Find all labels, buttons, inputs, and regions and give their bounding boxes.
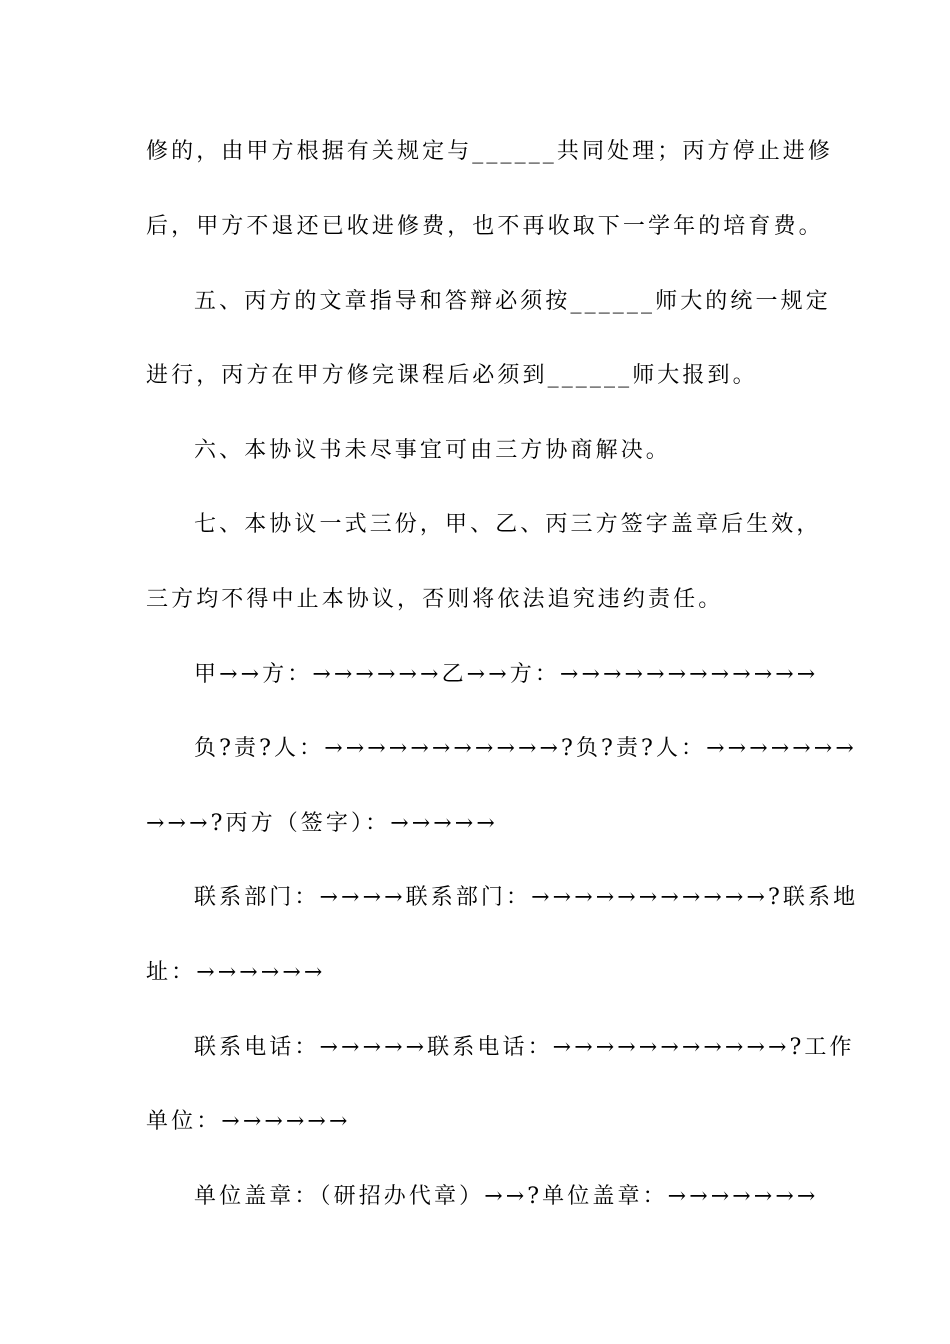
- text-line-3: 五、丙方的文章指导和答辩必须按______师大的统一规定: [194, 289, 831, 314]
- signature-line-contact-phone: 联系电话：→→→→→联系电话：→→→→→→→→→→→?工作: [194, 1035, 855, 1060]
- signature-line-address: 址：→→→→→→: [146, 960, 326, 985]
- text-line-5: 六、本协议书未尽事宜可由三方协商解决。: [194, 438, 671, 463]
- signature-line-responsible-person: 负?责?人：→→→→→→→→→→→?负?责?人：→→→→→→→: [194, 736, 857, 761]
- text-line-7: 三方均不得中止本协议，否则将依法追究违约责任。: [146, 587, 724, 612]
- text-line-2: 后，甲方不退还已收进修费，也不再收取下一学年的培育费。: [146, 214, 824, 239]
- signature-line-contact-dept: 联系部门：→→→→联系部门：→→→→→→→→→→→?联系地: [194, 885, 859, 910]
- signature-line-work-unit: 单位：→→→→→→: [146, 1109, 351, 1134]
- text-line-1: 修的，由甲方根据有关规定与______共同处理；丙方停止进修: [146, 139, 834, 164]
- signature-line-unit-seal: 单位盖章：（研招办代章）→→?单位盖章：→→→→→→→: [194, 1184, 819, 1209]
- text-line-6: 七、本协议一式三份，甲、乙、丙三方签字盖章后生效，: [194, 512, 822, 537]
- signature-line-party-c: →→→?丙方（签字）：→→→→→: [146, 811, 498, 836]
- signature-line-party-a-b: 甲→→方：→→→→→→乙→→方：→→→→→→→→→→→→: [194, 662, 819, 687]
- text-line-4: 进行，丙方在甲方修完课程后必须到______师大报到。: [146, 363, 758, 388]
